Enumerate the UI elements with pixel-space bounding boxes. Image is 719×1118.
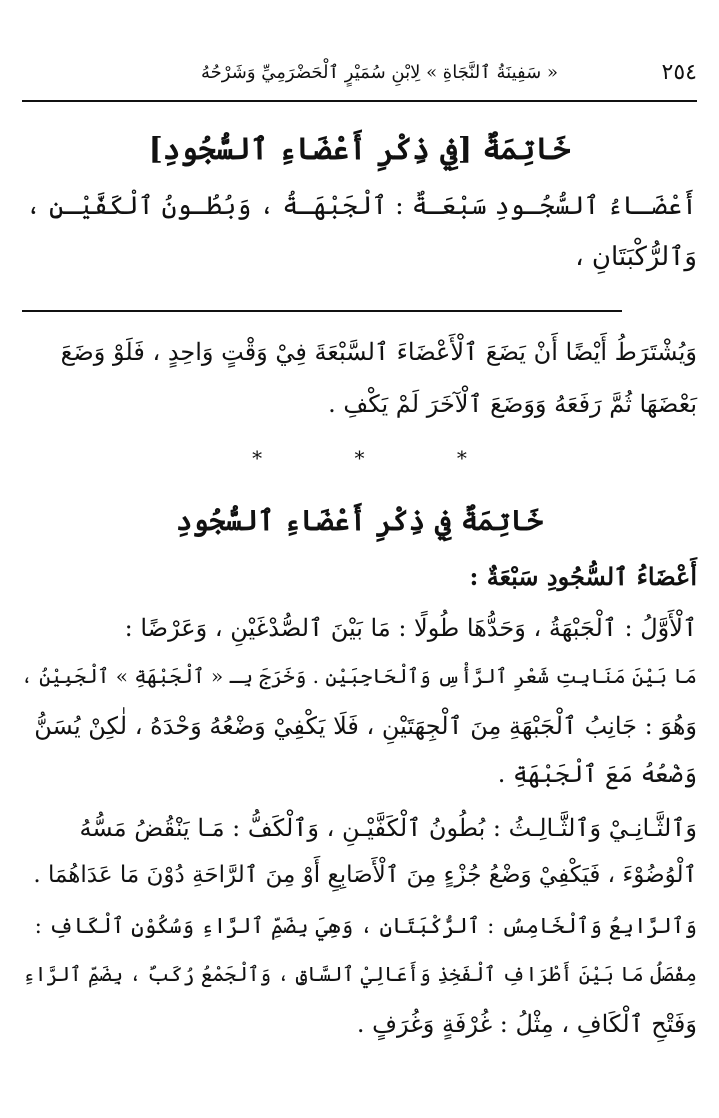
matn-line: أَعْضَـاءُ ٱلسُّجُـودِ سَبْعَـةٌ : ٱلْجَبْهَـةُ ، وَبُطُـونُ ٱلْكَفَّيْـنِ ،	[25, 191, 697, 221]
section-heading: خَاتِمَةٌ فِي ذِكْرِ أَعْضَاءِ ٱلسُّجُودِ	[175, 504, 544, 537]
paragraph-line: ٱلْأَوَّلُ : ٱلْجَبْهَةُ ، وَحَدُّهَا طُولًا : مَا بَيْنَ ٱلصُّدْغَيْنِ ، وَعَرْضًا :	[124, 614, 697, 642]
paragraph-line: وَٱلثَّـانِـيْ وَٱلثَّـالِـثُ : بُطُونُ ٱلْكَفَّيْـنِ ، وَٱلْكَفُّ : مَـا يَنْقُضُ مَسُّهُ	[79, 814, 697, 842]
matn-rule	[22, 310, 622, 312]
separator-star: *	[252, 446, 263, 470]
paragraph-line: وَٱلرَّابِعُ وَٱلْخَامِسُ : ٱلرُّكْبَتَانِ ، وَهِيَ بِضَمِّ ٱلرَّاءِ وَسُكُوْنِ ٱلْكَافِ :	[34, 914, 697, 939]
running-title: « سَفِينَةُ ٱلنَّجَاةِ » لِابْنِ سُمَيْرٍ ٱلْحَضْرَمِيِّ وَشَرْحُهُ	[201, 62, 558, 83]
page-number: ٢٥٤	[661, 60, 697, 85]
intro-line: أَعْضَاءُ ٱلسُّجُودِ سَبْعَةٌ :	[469, 562, 697, 591]
commentary-line: وَيُشْتَرَطُ أَيْضًا أَنْ يَضَعَ ٱلْأَعْضَاءَ ٱلسَّبْعَةَ فِيْ وَقْتٍ وَاحِدٍ ، فَلَوْ وَضَعَ	[60, 338, 697, 366]
paragraph-line: وَفَتْحِ ٱلْكَافِ ، مِثْلُ : غُرْفَةٍ وَغُرَفٍ .	[356, 1010, 697, 1038]
separator-star: *	[456, 446, 467, 470]
paragraph-line: وَضْعُهُ مَعَ ٱلْجَبْهَةِ .	[497, 760, 697, 788]
paragraph-line: ٱلْوُضُوْءَ ، فَيَكْفِيْ وَضْعُ جُزْءٍ مِنَ ٱلْأَصَابِعِ أَوْ مِنَ ٱلرَّاحَةِ دُوْنَ مَا عَدَاهُمَا .	[33, 862, 697, 888]
paragraph-line: وَهُوَ : جَانِبُ ٱلْجَبْهَةِ مِنَ ٱلْجِهَتَيْنِ ، فَلَا يَكْفِيْ وَضْعُهُ وَحْدَهُ ، لٰكِنْ يُسَنُّ	[34, 712, 697, 740]
paragraph-line: مَا بَيْنَ مَنَابِتِ شَعْرِ ٱلرَّأْسِ وَٱلْحَاجِبَيْنِ . وَخَرَجَ بِـ « ٱلْجَبْهَةِ » ٱلْجَبِيْنُ ،	[21, 664, 697, 688]
matn-heading: خَاتِمَةٌ [فِي ذِكْرِ أَعْضَاءِ ٱلسُّجُودِ]	[148, 132, 571, 167]
section-separator	[22, 446, 697, 470]
matn-line: وَٱلرُّكْبَتَانِ ،	[575, 242, 697, 272]
separator-star: *	[354, 446, 365, 470]
header-rule	[22, 100, 697, 102]
paragraph-line: مِفْصَلُ مَا بَيْنَ أَطْرَافِ ٱلْفَخِذِ وَأَعَالِيْ ٱلسَّاقِ ، وَٱلْجَمْعُ رُكَبٌ ، بِضَمِّ ٱلرَّاءِ	[23, 962, 697, 986]
commentary-line: بَعْضَهَا ثُمَّ رَفَعَهُ وَوَضَعَ ٱلْآخَرَ لَمْ يَكْفِ .	[328, 390, 697, 418]
page-header	[22, 58, 697, 98]
